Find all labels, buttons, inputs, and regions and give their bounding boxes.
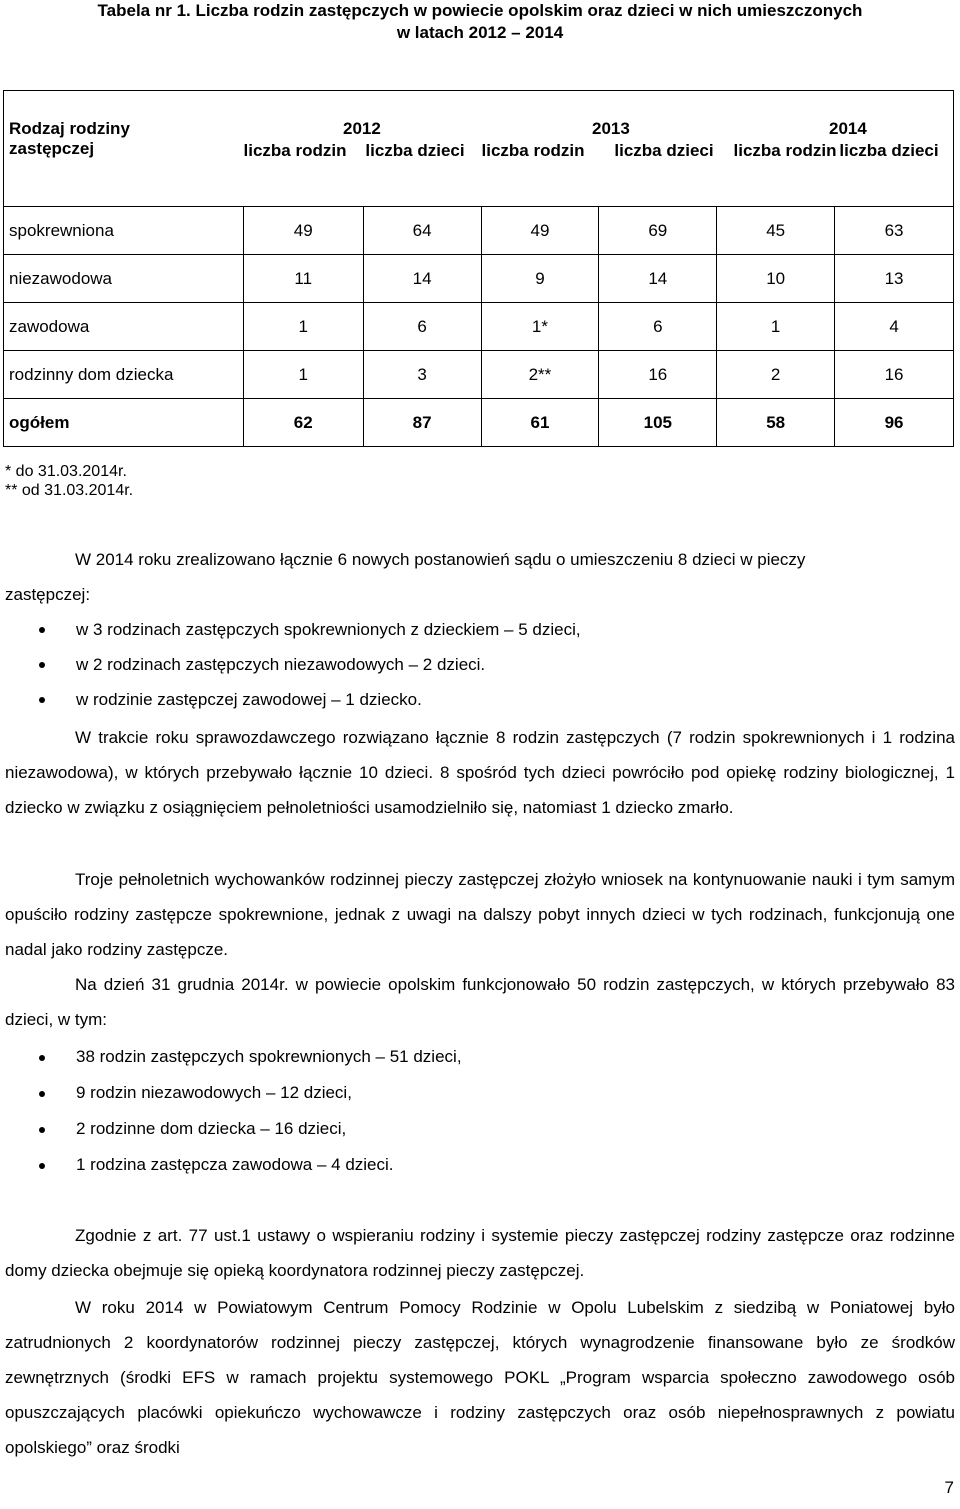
table-cell: 1* — [481, 303, 599, 351]
table-cell: 69 — [599, 207, 717, 255]
page-number: 7 — [944, 1478, 954, 1497]
subheader-dzieci-2013: liczba dzieci — [614, 141, 714, 160]
bullet-icon — [39, 627, 45, 633]
row-label: niezawodowa — [4, 255, 244, 303]
caption-line-1: Tabela nr 1. Liczba rodzin zastępczych w powiecie opolskim oraz dzieci w nich umieszczonych — [97, 1, 863, 20]
subheader-dzieci-2014: liczba dzieci — [839, 141, 939, 160]
footnote-2: ** od 31.03.2014r. — [5, 482, 134, 499]
row-label: zawodowa — [4, 303, 244, 351]
paragraph-1-line-2: zastępczej: — [5, 585, 91, 604]
table-row — [4, 303, 954, 351]
table-cell: 58 — [717, 399, 835, 447]
bullet-icon — [39, 1055, 45, 1061]
bullet-icon — [39, 1163, 45, 1169]
table-cell: 61 — [481, 399, 599, 447]
bullet-item: 1 rodzina zastępcza zawodowa – 4 dzieci. — [76, 1155, 394, 1174]
table-row — [4, 351, 954, 399]
row-label: spokrewniona — [4, 207, 244, 255]
year-2012: 2012 — [343, 119, 381, 138]
table-cell: 3 — [363, 351, 481, 399]
table-cell: 6 — [363, 303, 481, 351]
table-cell: 87 — [363, 399, 481, 447]
table-header-row — [4, 91, 954, 207]
paragraph-3: Troje pełnoletnich wychowanków rodzinnej pieczy zastępczej złożyło wniosek na kontynuowanie nauki i tym samym opuściło rodziny zastępcze spokrewnione, jednak z uwagi na dalszy pobyt innych dzieci w tych rodzinach, funkcjonują one nadal jako rodziny zastępcze. — [5, 870, 955, 959]
table-cell: 9 — [481, 255, 599, 303]
table-cell: 10 — [717, 255, 835, 303]
table-cell: 105 — [599, 399, 717, 447]
row-header-label: Rodzaj rodziny zastępczej — [9, 119, 130, 158]
table-cell: 16 — [835, 351, 954, 399]
table-cell: 2 — [717, 351, 835, 399]
table-row — [4, 255, 954, 303]
table-cell: 6 — [599, 303, 717, 351]
table-cell: 49 — [243, 207, 363, 255]
table-row-total — [4, 399, 954, 447]
bullet-icon — [39, 662, 45, 668]
caption-line-2: w latach 2012 – 2014 — [396, 23, 564, 42]
bullet-icon — [39, 1091, 45, 1097]
row-label: rodzinny dom dziecka — [4, 351, 244, 399]
table-cell: 45 — [717, 207, 835, 255]
table-cell: 2** — [481, 351, 599, 399]
paragraph-4: Na dzień 31 grudnia 2014r. w powiecie opolskim funkcjonowało 50 rodzin zastępczych, w których przebywało 83 dzieci, w tym: — [5, 975, 955, 1029]
table-cell: 49 — [481, 207, 599, 255]
subheader-rodzin-2012: liczba rodzin — [243, 141, 347, 160]
table-cell: 11 — [243, 255, 363, 303]
paragraph-5: Zgodnie z art. 77 ust.1 ustawy o wspieraniu rodziny i systemie pieczy zastępczej rodziny zastępcze oraz rodzinne domy dziecka obejmuje się opieką koordynatora rodzinnej pieczy zastępczej. — [5, 1226, 955, 1280]
table-caption — [0, 0, 960, 44]
paragraph-1-line-1: W 2014 roku zrealizowano łącznie 6 nowych postanowień sądu o umieszczeniu 8 dzieci w pieczy — [75, 550, 806, 569]
table-cell: 96 — [835, 399, 954, 447]
table-cell: 63 — [835, 207, 954, 255]
bullet-item: w 3 rodzinach zastępczych spokrewnionych z dzieckiem – 5 dzieci, — [76, 620, 581, 639]
subheader-rodzin-2014: liczba rodzin — [733, 141, 837, 160]
table-cell: 14 — [363, 255, 481, 303]
bullet-icon — [39, 1127, 45, 1133]
table-cell: 1 — [717, 303, 835, 351]
table-cell: 64 — [363, 207, 481, 255]
bullet-item: 38 rodzin zastępczych spokrewnionych – 51 dzieci, — [76, 1047, 462, 1066]
bullet-icon — [39, 697, 45, 703]
bullet-item: 2 rodzinne dom dziecka – 16 dzieci, — [76, 1119, 347, 1138]
foster-families-table — [3, 90, 954, 447]
bullet-item: w 2 rodzinach zastępczych niezawodowych – 2 dzieci. — [76, 655, 486, 674]
table-cell: 13 — [835, 255, 954, 303]
table-cell: 4 — [835, 303, 954, 351]
footnote-1: * do 31.03.2014r. — [5, 463, 127, 480]
bullet-item: w rodzinie zastępczej zawodowej – 1 dziecko. — [76, 690, 422, 709]
subheader-dzieci-2012: liczba dzieci — [365, 141, 465, 160]
year-2014: 2014 — [829, 119, 867, 138]
subheader-rodzin-2013: liczba rodzin — [481, 141, 585, 160]
table-cell: 1 — [243, 351, 363, 399]
year-2013: 2013 — [592, 119, 630, 138]
table-cell: 16 — [599, 351, 717, 399]
paragraph-2: W trakcie roku sprawozdawczego rozwiązano łącznie 8 rodzin zastępczych (7 rodzin spokrewnionych i 1 rodzina niezawodowa), w których przebywało łącznie 10 dzieci. 8 spośród tych dzieci powróciło pod opiekę rodziny biologicznej, 1 dziecko w związku z osiągnięciem pełnoletniości usamodzielniło się, natomiast 1 dziecko zmarło. — [5, 728, 955, 817]
table-cell: 1 — [243, 303, 363, 351]
bullet-item: 9 rodzin niezawodowych – 12 dzieci, — [76, 1083, 352, 1102]
table-row — [4, 207, 954, 255]
row-label: ogółem — [4, 399, 244, 447]
table-cell: 62 — [243, 399, 363, 447]
paragraph-6: W roku 2014 w Powiatowym Centrum Pomocy Rodzinie w Opolu Lubelskim z siedzibą w Poniatowej było zatrudnionych 2 koordynatorów rodzinnej pieczy zastępczej, których wynagrodzenie finansowane było ze środków zewnętrznych (środki EFS w ramach projektu systemowego POKL „Program wsparcia społeczno zawodowego osób opuszczających placówki opiekuńczo wychowawcze i rodziny zastępczych oraz osób niepełnosprawnych z powiatu opolskiego” oraz środki — [5, 1298, 955, 1457]
table-cell: 14 — [599, 255, 717, 303]
